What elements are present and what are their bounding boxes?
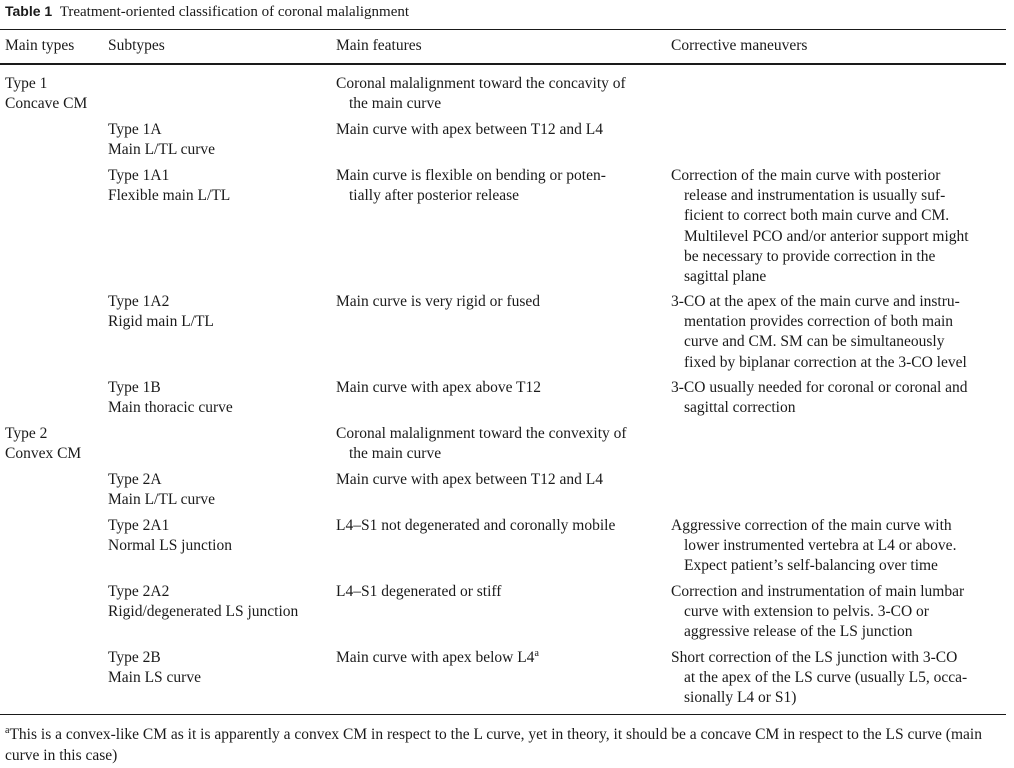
cell-line: Type 2B bbox=[108, 649, 161, 666]
cell-line: mentation provides correction of both main bbox=[684, 313, 954, 331]
cell-line: Coronal malalignment toward the concavity of bbox=[336, 75, 626, 92]
cell-line: Concave CM bbox=[5, 95, 88, 113]
cell-line: Type 1B bbox=[108, 379, 161, 396]
cell-line: Main curve with apex between T12 and L4 bbox=[336, 121, 604, 138]
cell-line: Flexible main L/TL bbox=[108, 187, 231, 205]
subtype-cell bbox=[108, 120, 215, 160]
header-main-features: Main features bbox=[336, 37, 422, 54]
cell-line: aggressive release of the LS junction bbox=[684, 623, 913, 641]
maneuvers-cell bbox=[671, 648, 967, 709]
cell-line: sionally L4 or S1) bbox=[684, 689, 797, 707]
cell-line: 3-CO usually needed for coronal or coronal and bbox=[671, 379, 968, 396]
features-cell bbox=[336, 166, 606, 206]
cell-line: Type 1A bbox=[108, 121, 162, 138]
cell-line: curve and CM. SM can be simultaneously bbox=[684, 333, 945, 351]
cell-line: Correction of the main curve with posterior bbox=[671, 167, 941, 184]
subtype-cell bbox=[108, 292, 214, 332]
cell-line: sagittal correction bbox=[684, 399, 796, 417]
cell-line: fixed by biplanar correction at the 3-CO level bbox=[684, 353, 967, 371]
features-cell bbox=[336, 424, 627, 464]
main-type-cell bbox=[5, 74, 87, 114]
cell-line: Coronal malalignment toward the convexity of bbox=[336, 425, 627, 442]
cell-line: Type 1 bbox=[5, 75, 48, 92]
table-footnote bbox=[5, 725, 1005, 766]
table-caption bbox=[5, 1, 409, 22]
subtype-cell bbox=[108, 166, 230, 206]
features-cell bbox=[336, 648, 539, 668]
cell-line: Short correction of the LS junction with 3-CO bbox=[671, 649, 958, 666]
cell-line: Aggressive correction of the main curve with bbox=[671, 517, 952, 534]
maneuvers-cell bbox=[671, 516, 956, 577]
top-rule bbox=[0, 29, 1006, 30]
maneuvers-cell bbox=[671, 582, 964, 643]
cell-line: Main L/TL curve bbox=[108, 141, 216, 159]
subtype-cell bbox=[108, 470, 215, 510]
cell-line: Main curve is flexible on bending or poten- bbox=[336, 167, 606, 184]
footnote-marker: a bbox=[5, 724, 10, 736]
cell-line: Type 1A2 bbox=[108, 293, 170, 310]
subtype-cell bbox=[108, 648, 201, 688]
cell-text: Main curve with apex below L4 bbox=[336, 649, 535, 666]
cell-line: be necessary to provide correction in the bbox=[684, 247, 936, 265]
features-cell bbox=[336, 378, 541, 398]
cell-line: 3-CO at the apex of the main curve and instru- bbox=[671, 293, 960, 310]
cell-line: curve with extension to pelvis. 3-CO or bbox=[684, 603, 929, 621]
features-cell bbox=[336, 74, 626, 114]
cell-line: Expect patient’s self-balancing over time bbox=[684, 557, 938, 575]
cell-line: the main curve bbox=[349, 445, 442, 463]
cell-line: Main curve is very rigid or fused bbox=[336, 293, 541, 310]
features-cell bbox=[336, 516, 615, 536]
header-subtypes: Subtypes bbox=[108, 37, 165, 54]
footnote-text: This is a convex-like CM as it is apparently a convex CM in respect to the L curve, yet in theory, it should be a concave CM in respect to the LS curve (main curve in this case) bbox=[5, 726, 982, 764]
main-type-cell bbox=[5, 424, 81, 464]
cell-line: Type 2A2 bbox=[108, 583, 170, 600]
subtype-cell bbox=[108, 378, 233, 418]
cell-line: Type 2A bbox=[108, 471, 162, 488]
cell-line: at the apex of the LS curve (usually L5, occa- bbox=[684, 669, 968, 687]
features-cell bbox=[336, 120, 603, 140]
cell-line: Multilevel PCO and/or anterior support might bbox=[684, 227, 969, 245]
header-rule bbox=[0, 63, 1006, 65]
cell-line: sagittal plane bbox=[684, 268, 767, 286]
cell-line: Normal LS junction bbox=[108, 537, 232, 555]
features-cell bbox=[336, 470, 603, 490]
cell-line: Main LS curve bbox=[108, 669, 201, 687]
table-title: Treatment-oriented classification of coronal malalignment bbox=[59, 4, 410, 20]
maneuvers-cell bbox=[671, 378, 968, 418]
cell-line: Correction and instrumentation of main lumbar bbox=[671, 583, 965, 600]
cell-line: tially after posterior release bbox=[349, 187, 519, 205]
cell-line: Type 1A1 bbox=[108, 167, 170, 184]
cell-line: Main thoracic curve bbox=[108, 399, 233, 417]
cell-line: Main curve with apex above T12 bbox=[336, 379, 542, 396]
cell-line: Main curve with apex between T12 and L4 bbox=[336, 471, 604, 488]
subtype-cell bbox=[108, 516, 232, 556]
cell-line: Convex CM bbox=[5, 445, 82, 463]
features-cell bbox=[336, 292, 540, 312]
cell-line: lower instrumented vertebra at L4 or above. bbox=[684, 537, 957, 555]
cell-line: ficient to correct both main curve and CM. bbox=[684, 207, 950, 225]
cell-line: Rigid/degenerated LS junction bbox=[108, 603, 299, 621]
cell-line: L4–S1 not degenerated and coronally mobile bbox=[336, 517, 616, 534]
cell-line: the main curve bbox=[349, 95, 442, 113]
footnote-ref: a bbox=[534, 647, 539, 659]
cell-line: L4–S1 degenerated or stiff bbox=[336, 583, 502, 600]
header-corrective-maneuvers: Corrective maneuvers bbox=[671, 37, 808, 54]
maneuvers-cell bbox=[671, 292, 967, 373]
cell-line: Rigid main L/TL bbox=[108, 313, 214, 331]
cell-line: Type 2 bbox=[5, 425, 48, 442]
cell-line bbox=[336, 648, 539, 668]
cell-line: Main L/TL curve bbox=[108, 491, 216, 509]
cell-line: release and instrumentation is usually suf- bbox=[684, 187, 946, 205]
header-main-types: Main types bbox=[5, 37, 75, 54]
bottom-rule bbox=[0, 714, 1006, 715]
subtype-cell bbox=[108, 582, 298, 622]
features-cell bbox=[336, 582, 501, 602]
table-label: Table 1 bbox=[5, 3, 53, 19]
maneuvers-cell bbox=[671, 166, 969, 287]
cell-line: Type 2A1 bbox=[108, 517, 170, 534]
